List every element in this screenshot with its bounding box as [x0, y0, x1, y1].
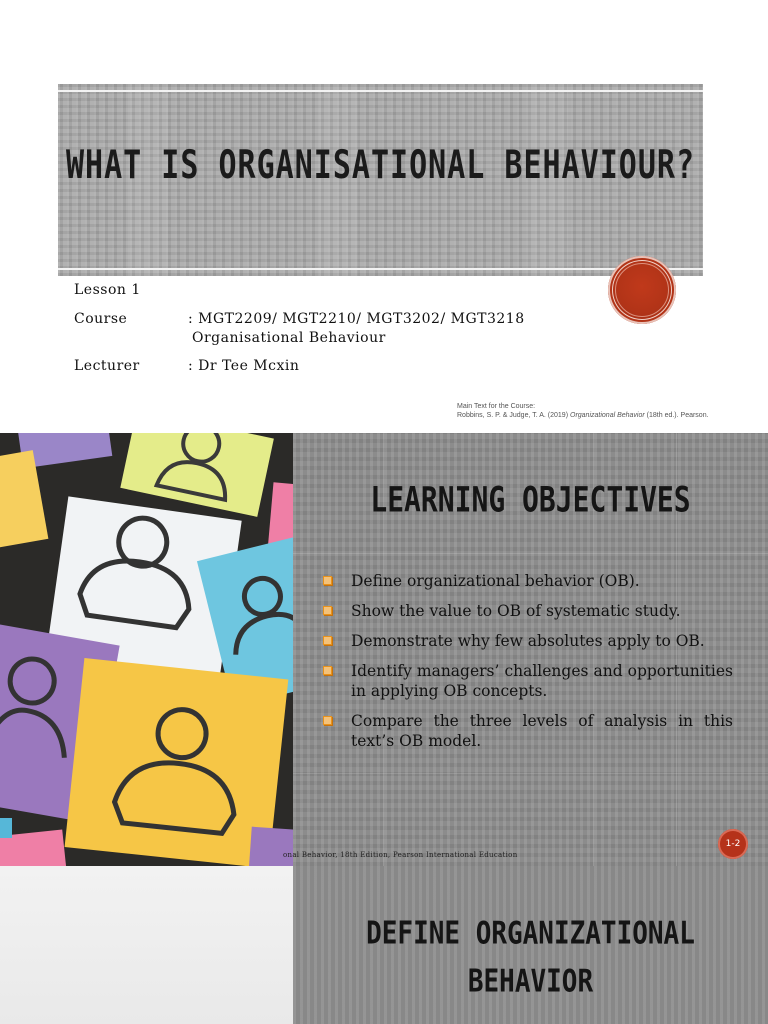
course-name: Organisational Behaviour: [192, 330, 386, 346]
square-bullet-icon: [323, 716, 332, 725]
objective-item: [323, 711, 733, 751]
lesson-label: Lesson 1: [74, 282, 141, 298]
objective-text: Identify managers’ challenges and opportunities in applying OB concepts.: [351, 662, 733, 700]
reference-heading: Main Text for the Course:: [457, 403, 536, 410]
objective-text: Define organizational behavior (OB).: [351, 572, 640, 590]
learning-objectives-slide: [0, 433, 768, 866]
decorative-red-circle: [608, 256, 676, 324]
objective-item: [323, 601, 733, 621]
objective-item: [323, 571, 733, 591]
course-label: Course: [74, 311, 128, 327]
reference-citation: [457, 412, 709, 419]
lecturer-value: : Dr Tee Mcxin: [188, 358, 300, 374]
reference-tail: (18th ed.). Pearson.: [646, 412, 709, 419]
title-banner: [58, 84, 703, 276]
objective-item: [323, 661, 733, 701]
define-ob-title: [293, 910, 768, 1006]
define-ob-panel: [293, 866, 768, 1024]
square-bullet-icon: [323, 606, 332, 615]
lecturer-label: Lecturer: [74, 358, 140, 374]
course-codes: : MGT2209/ MGT2210/ MGT3202/ MGT3218: [188, 311, 525, 327]
square-bullet-icon: [323, 666, 332, 675]
define-ob-title-line1: DEFINE ORGANIZATIONAL: [366, 916, 695, 952]
objectives-list: [323, 571, 733, 761]
blank-image-pane: [0, 866, 293, 1024]
objective-text: Compare the three levels of analysis in this text’s OB model.: [351, 712, 733, 750]
page-number-badge: 1-2: [718, 829, 748, 859]
sticky-notes-photo: [0, 433, 293, 866]
square-bullet-icon: [323, 636, 332, 645]
objective-text: Show the value to OB of systematic study.: [351, 602, 681, 620]
square-bullet-icon: [323, 576, 332, 585]
panel-texture-line: [293, 773, 768, 774]
sticky-notes-illustration: [0, 433, 293, 866]
objective-text: Demonstrate why few absolutes apply to OB.: [351, 632, 705, 650]
objectives-title: LEARNING OBJECTIVES: [370, 478, 691, 521]
slide-footer: onal Behavior, 18th Edition, Pearson International Education: [283, 851, 518, 859]
objectives-panel: [293, 433, 768, 866]
define-ob-title-line2: BEHAVIOR: [467, 964, 594, 1000]
define-ob-slide: [0, 866, 768, 1024]
reference-authors: Robbins, S. P. & Judge, T. A. (2019): [457, 412, 569, 419]
title-slide: [0, 0, 768, 433]
panel-texture-line: [293, 553, 768, 554]
objective-item: [323, 631, 733, 651]
slide-title: WHAT IS ORGANISATIONAL BEHAVIOUR?: [65, 142, 696, 189]
reference-book: Organizational Behavior: [570, 412, 645, 419]
